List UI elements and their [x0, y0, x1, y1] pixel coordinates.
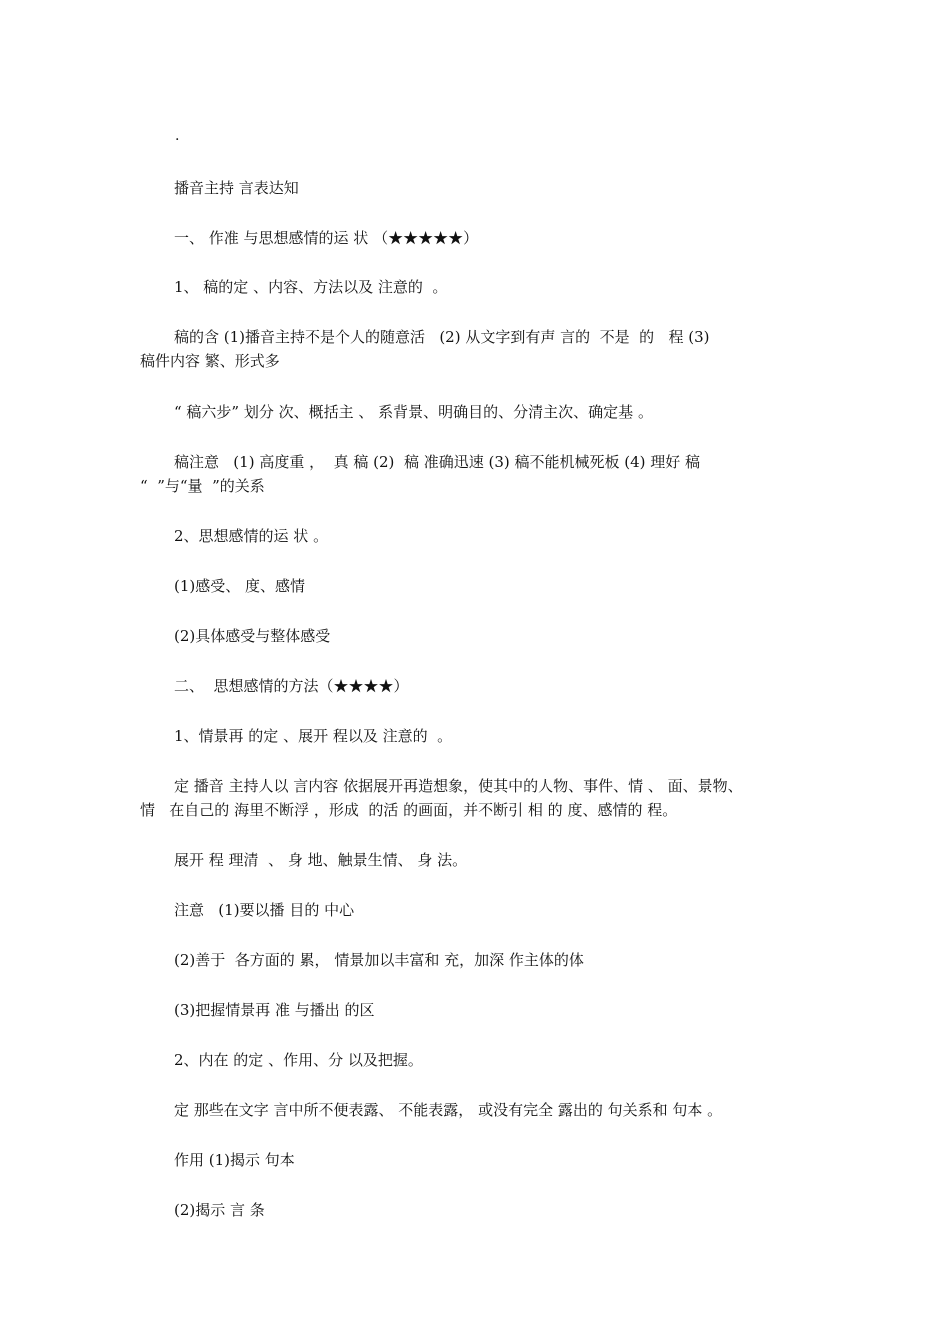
- subheading: 2、思想感情的运 状 。: [174, 527, 329, 545]
- subheading: 1、 稿的定 、内容、方法以及 注意的 。: [174, 278, 448, 296]
- paragraph-line: 定 那些在文字 言中所不便表露、 不能表露， 或没有完全 露出的 句关系和 句本 。: [174, 1101, 723, 1119]
- section-heading-1: 一、 作准 与思想感情的运 状 （★★★★★）: [174, 229, 479, 247]
- list-item: (2)具体感受与整体感受: [174, 627, 331, 645]
- paragraph-line: 稿注意 (1) 高度重 ， 真 稿 (2) 稿 准确迅速 (3) 稿不能机械死板 (4) 理好 稿: [174, 453, 701, 471]
- list-item: (2)揭示 言 条: [174, 1201, 265, 1219]
- paragraph-line: 展开 程 理清 、 身 地、触景生情、 身 法。: [174, 851, 468, 869]
- document-title: 播音主持 言表达知: [174, 179, 299, 197]
- list-item: (3)把握情景再 准 与播出 的区: [174, 1001, 375, 1019]
- paragraph-line: 稿件内容 繁、形式多: [140, 352, 280, 370]
- list-item: (1)感受、 度、感情: [174, 577, 306, 595]
- paragraph-line: 作用 (1)揭示 句本: [174, 1151, 295, 1169]
- paragraph-line: “ ”与“量 ”的关系: [140, 477, 265, 495]
- subheading: 2、内在 的定 、作用、分 以及把握。: [174, 1051, 423, 1069]
- subheading: 1、情景再 的定 、展开 程以及 注意的 。: [174, 727, 453, 745]
- paragraph-line: 定 播音 主持人以 言内容 依据展开再造想象，使其中的人物、事件、情 、 面、景物、: [174, 777, 743, 795]
- section-heading-2: 二、 思想感情的方法（★★★★）: [174, 677, 409, 695]
- paragraph-line: 注意 (1)要以播 目的 中心: [174, 901, 355, 919]
- paragraph-line: 情 在自己的 海里不断浮 ，形成 的活 的画面，并不断引 相 的 度、感情的 程。: [140, 801, 678, 819]
- paragraph-line: 稿的含 (1)播音主持不是个人的随意活 (2) 从文字到有声 言的 不是 的 程 (3): [174, 328, 710, 346]
- list-item: (2)善于 各方面的 累， 情景加以丰富和 充，加深 作主体的体: [174, 951, 584, 969]
- paragraph-line: “ 稿六步” 划分 次、概括主 、 系背景、明确目的、分清主次、确定基 。: [174, 403, 653, 421]
- page-dot: .: [175, 128, 180, 144]
